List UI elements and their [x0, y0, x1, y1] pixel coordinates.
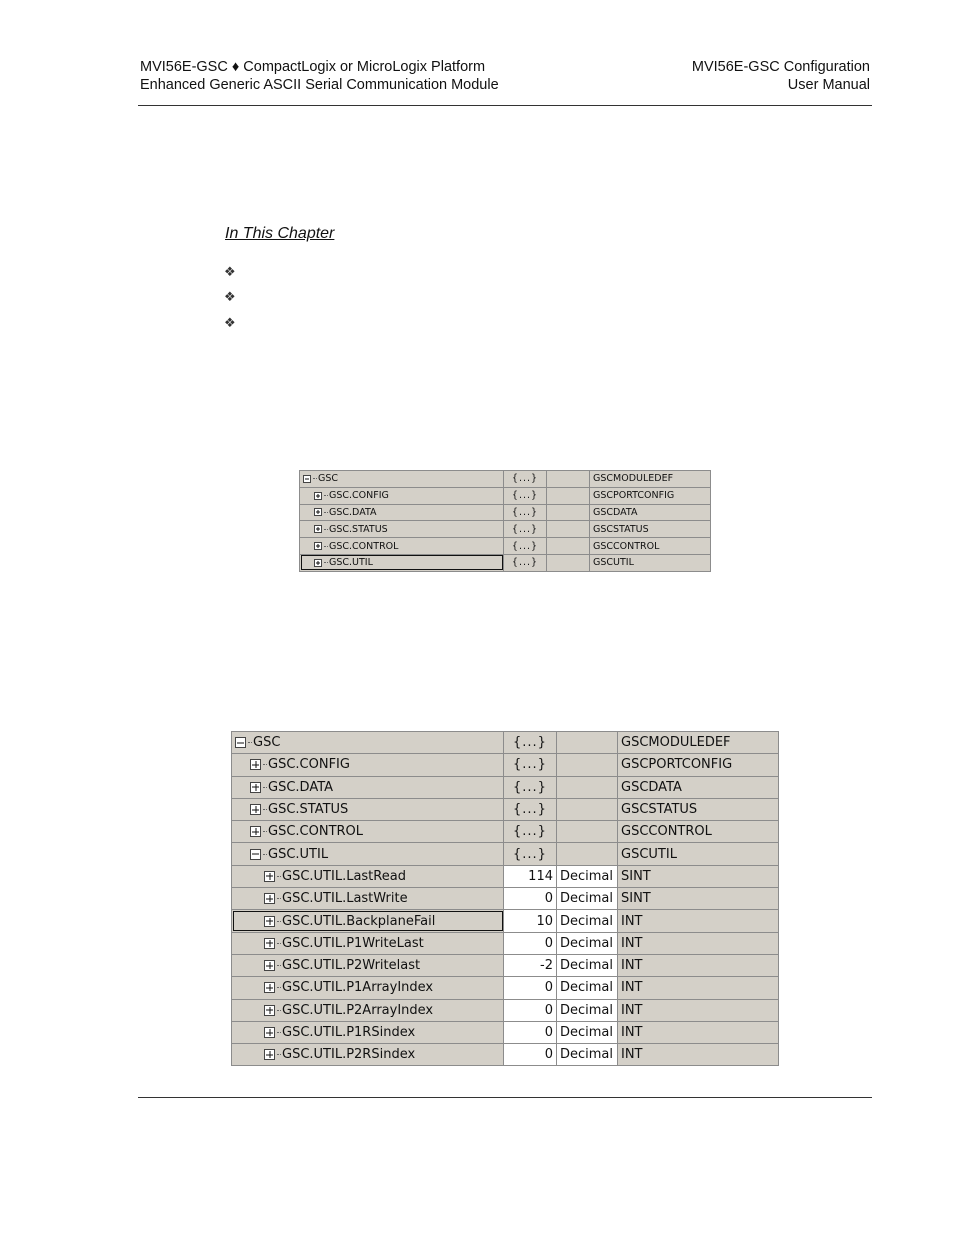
tag-row[interactable] — [232, 910, 779, 932]
tag-type-cell: GSCDATA — [618, 776, 779, 798]
tag-value-cell[interactable]: {...} — [504, 821, 557, 843]
expand-icon[interactable] — [264, 1049, 275, 1060]
tag-value-cell[interactable]: {...} — [504, 754, 557, 776]
tree-connector — [324, 512, 328, 513]
tag-style-cell[interactable]: Decimal — [557, 888, 618, 910]
tag-value-cell[interactable]: {...} — [504, 776, 557, 798]
tag-type-cell: GSCMODULEDEF — [618, 732, 779, 754]
tag-name: GSC — [318, 473, 339, 485]
tree-connector — [277, 1032, 281, 1033]
tag-type-cell: INT — [618, 1044, 779, 1066]
tag-type-cell: SINT — [618, 865, 779, 887]
tag-type-cell: INT — [618, 910, 779, 932]
tag-name-cell[interactable] — [232, 910, 504, 932]
tag-row[interactable] — [232, 999, 779, 1021]
tag-name-cell[interactable] — [232, 843, 504, 865]
tag-style-cell[interactable]: Decimal — [557, 977, 618, 999]
header-module-name: Enhanced Generic ASCII Serial Communication Module — [140, 77, 499, 93]
tag-name: GSC.DATA — [268, 779, 334, 795]
tag-name-cell[interactable] — [232, 1021, 504, 1043]
tag-name: GSC.UTIL.P2ArrayIndex — [282, 1002, 434, 1018]
tag-type-cell: GSCUTIL — [618, 843, 779, 865]
tag-name-cell[interactable] — [232, 754, 504, 776]
tag-style-cell[interactable] — [557, 798, 618, 820]
bullet-icon: ❖ — [224, 315, 236, 330]
tag-name-cell[interactable] — [232, 1044, 504, 1066]
tree-connector — [277, 965, 281, 966]
tag-style-cell[interactable] — [547, 471, 590, 488]
tag-style-cell[interactable] — [557, 776, 618, 798]
expand-icon[interactable] — [264, 938, 275, 949]
tag-name-cell[interactable] — [300, 504, 504, 521]
header-doc-type: User Manual — [787, 77, 870, 93]
tag-value-cell[interactable]: {...} — [504, 732, 557, 754]
tag-value-cell[interactable]: 0 — [504, 999, 557, 1021]
tag-name-cell[interactable] — [300, 471, 504, 488]
tag-type-cell: SINT — [618, 888, 779, 910]
tag-name-cell[interactable] — [232, 865, 504, 887]
tag-style-cell[interactable] — [557, 843, 618, 865]
tag-row[interactable] — [300, 471, 711, 488]
expand-icon[interactable] — [250, 759, 261, 770]
tag-value-cell[interactable]: {...} — [504, 471, 547, 488]
tag-name: GSC.UTIL.P1ArrayIndex — [282, 980, 434, 996]
expand-icon[interactable] — [314, 492, 322, 500]
tag-style-cell[interactable]: Decimal — [557, 865, 618, 887]
tag-name-cell[interactable] — [232, 888, 504, 910]
tree-connector — [263, 787, 267, 788]
expand-icon[interactable] — [314, 542, 322, 550]
tag-style-cell[interactable]: Decimal — [557, 1021, 618, 1043]
tag-value-cell[interactable]: {...} — [504, 554, 547, 571]
tree-connector — [263, 764, 267, 765]
tag-value-cell[interactable]: {...} — [504, 487, 547, 504]
collapse-icon[interactable] — [250, 849, 261, 860]
tag-name: GSC.CONFIG — [329, 490, 389, 502]
tag-name-cell[interactable] — [300, 521, 504, 538]
tag-name: GSC.UTIL.P2RSindex — [282, 1047, 416, 1063]
tag-type-cell: GSCCONTROL — [590, 538, 711, 555]
tree-connector — [324, 495, 328, 496]
tag-name-cell[interactable] — [232, 798, 504, 820]
tag-name: GSC.UTIL.LastWrite — [282, 891, 408, 907]
chapter-contents-title: In This Chapter — [225, 225, 335, 242]
tag-row[interactable] — [300, 487, 711, 504]
tag-name: GSC.UTIL.LastRead — [282, 868, 406, 884]
tag-name: GSC.UTIL — [329, 557, 373, 569]
expand-icon[interactable] — [250, 826, 261, 837]
tag-name: GSC.UTIL.P1WriteLast — [282, 935, 424, 951]
tag-name-cell[interactable] — [300, 538, 504, 555]
tag-name: GSC.UTIL — [268, 846, 329, 862]
tag-value-cell[interactable]: {...} — [504, 538, 547, 555]
tree-connector — [277, 898, 281, 899]
tag-row[interactable] — [300, 521, 711, 538]
tag-row[interactable] — [300, 538, 711, 555]
tag-row[interactable] — [300, 504, 711, 521]
tree-connector — [324, 529, 328, 530]
tag-style-cell[interactable] — [557, 754, 618, 776]
tag-name-cell[interactable] — [232, 776, 504, 798]
tag-row[interactable] — [232, 954, 779, 976]
tag-name: GSC.UTIL.P1RSindex — [282, 1025, 416, 1040]
tree-connector — [277, 1010, 281, 1011]
tag-value-cell[interactable]: 0 — [504, 888, 557, 910]
tree-connector — [313, 478, 317, 479]
tag-row[interactable] — [232, 798, 779, 820]
controller-tags-table-expanded — [231, 731, 779, 1066]
tag-type-cell: GSCPORTCONFIG — [590, 487, 711, 504]
tag-name-cell[interactable] — [232, 954, 504, 976]
tag-name-cell[interactable] — [232, 821, 504, 843]
expand-icon[interactable] — [314, 559, 322, 567]
tag-style-cell[interactable] — [547, 504, 590, 521]
expand-icon[interactable] — [314, 508, 322, 516]
tag-row[interactable] — [232, 1044, 779, 1066]
tag-type-cell: GSCCONTROL — [618, 821, 779, 843]
tag-type-cell: GSCMODULEDEF — [590, 471, 711, 488]
expand-icon[interactable] — [264, 893, 275, 904]
expand-icon[interactable] — [264, 871, 275, 882]
tag-style-cell[interactable] — [557, 821, 618, 843]
tag-row[interactable] — [232, 977, 779, 999]
tag-value-cell[interactable]: 114 — [504, 865, 557, 887]
page-header-right — [692, 58, 870, 94]
tag-style-cell[interactable]: Decimal — [557, 999, 618, 1021]
controller-tags-table-collapsed — [299, 470, 711, 572]
footer-divider — [138, 1097, 872, 1098]
tag-name: GSC.CONFIG — [268, 757, 350, 773]
tag-row[interactable] — [232, 754, 779, 776]
tag-value-cell[interactable]: 0 — [504, 977, 557, 999]
tag-type-cell: INT — [618, 999, 779, 1021]
tag-value-cell[interactable]: 0 — [504, 1044, 557, 1066]
header-section: MVI56E-GSC Configuration — [691, 59, 870, 75]
tag-value-cell[interactable]: 0 — [504, 932, 557, 954]
expand-icon[interactable] — [264, 1027, 275, 1038]
tree-connector — [324, 546, 328, 547]
tag-type-cell: GSCUTIL — [590, 554, 711, 571]
expand-icon[interactable] — [264, 1005, 275, 1016]
tag-style-cell[interactable] — [547, 487, 590, 504]
tag-name-cell[interactable] — [232, 977, 504, 999]
tag-style-cell[interactable]: Decimal — [557, 1044, 618, 1066]
tag-name-cell[interactable] — [232, 999, 504, 1021]
tag-style-cell[interactable]: Decimal — [557, 932, 618, 954]
expand-icon[interactable] — [264, 960, 275, 971]
tag-row[interactable] — [300, 554, 711, 571]
tree-connector — [263, 809, 267, 810]
tag-row[interactable] — [232, 843, 779, 865]
tag-type-cell: INT — [618, 977, 779, 999]
tag-value-cell[interactable]: {...} — [504, 798, 557, 820]
bullet-icon: ❖ — [224, 264, 236, 279]
tag-name: GSC.STATUS — [268, 802, 349, 818]
tag-row[interactable] — [232, 888, 779, 910]
expand-icon[interactable] — [250, 782, 261, 793]
tag-value-cell[interactable]: -2 — [504, 954, 557, 976]
tag-name: GSC.CONTROL — [329, 540, 399, 552]
tree-connector — [277, 987, 281, 988]
tree-connector — [263, 854, 267, 855]
tag-name: GSC — [253, 735, 281, 751]
tag-style-cell[interactable] — [547, 521, 590, 538]
tag-name-cell[interactable] — [300, 554, 504, 571]
tag-row[interactable] — [232, 732, 779, 754]
tag-row[interactable] — [232, 821, 779, 843]
tag-type-cell: GSCSTATUS — [618, 798, 779, 820]
tag-name-cell[interactable] — [300, 487, 504, 504]
tag-type-cell: INT — [618, 954, 779, 976]
collapse-icon[interactable] — [235, 737, 246, 748]
tag-name: GSC.STATUS — [329, 523, 388, 535]
tree-connector — [277, 943, 281, 944]
tag-value-cell[interactable]: {...} — [504, 504, 547, 521]
bullet-icon: ❖ — [224, 289, 236, 304]
tag-type-cell: GSCPORTCONFIG — [618, 754, 779, 776]
tag-row[interactable] — [232, 1021, 779, 1043]
tree-connector — [277, 1054, 281, 1055]
tree-connector — [277, 876, 281, 877]
tag-name: GSC.CONTROL — [268, 824, 364, 840]
tag-name: GSC.UTIL.BackplaneFail — [282, 913, 436, 929]
tag-value-cell[interactable]: {...} — [504, 843, 557, 865]
tag-type-cell: INT — [618, 932, 779, 954]
tag-style-cell[interactable] — [557, 732, 618, 754]
tag-value-cell[interactable]: 10 — [504, 910, 557, 932]
tag-name-cell[interactable] — [232, 932, 504, 954]
tag-style-cell[interactable]: Decimal — [557, 910, 618, 932]
tree-connector — [248, 742, 252, 743]
tree-connector — [263, 831, 267, 832]
collapse-icon[interactable] — [303, 475, 311, 483]
header-product-line: MVI56E-GSC ♦ CompactLogix or MicroLogix Platform — [140, 59, 486, 75]
tag-row[interactable] — [232, 776, 779, 798]
page-header-left — [140, 58, 499, 94]
tag-value-cell[interactable]: 0 — [504, 1021, 557, 1043]
tag-style-cell[interactable]: Decimal — [557, 954, 618, 976]
expand-icon[interactable] — [264, 982, 275, 993]
tag-style-cell[interactable] — [547, 538, 590, 555]
tag-style-cell[interactable] — [547, 554, 590, 571]
tree-connector — [277, 921, 281, 922]
tag-name: GSC.DATA — [329, 506, 377, 518]
tag-type-cell: INT — [618, 1021, 779, 1043]
tree-connector — [324, 562, 328, 563]
expand-icon[interactable] — [264, 916, 275, 927]
expand-icon[interactable] — [314, 525, 322, 533]
tag-name: GSC.UTIL.P2Writelast — [282, 958, 421, 974]
tag-name-cell[interactable] — [232, 732, 504, 754]
tag-type-cell: GSCSTATUS — [590, 521, 711, 538]
expand-icon[interactable] — [250, 804, 261, 815]
tag-value-cell[interactable]: {...} — [504, 521, 547, 538]
tag-row[interactable] — [232, 932, 779, 954]
tag-row[interactable] — [232, 865, 779, 887]
header-divider — [138, 105, 872, 106]
tag-type-cell: GSCDATA — [590, 504, 711, 521]
